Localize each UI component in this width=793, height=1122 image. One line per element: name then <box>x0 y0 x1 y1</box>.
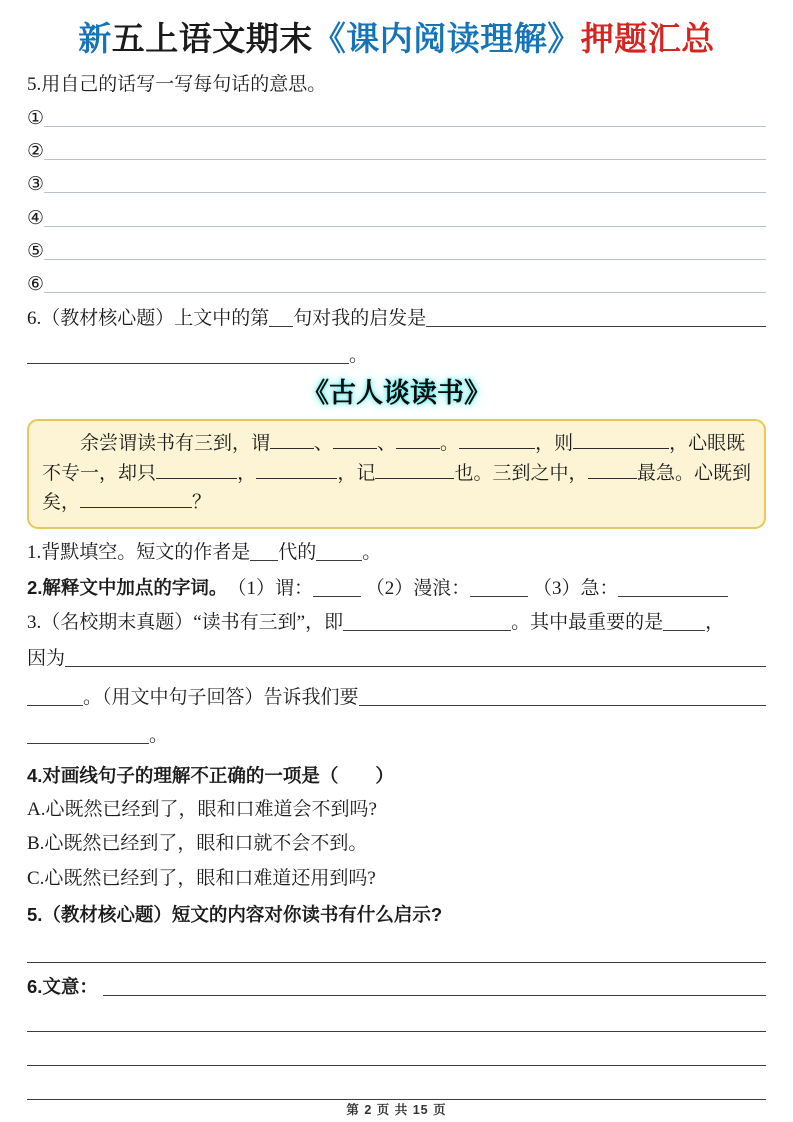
line-text: 。 <box>149 725 169 747</box>
answer-blank <box>44 273 766 293</box>
answer-blank <box>573 429 669 449</box>
answer-blank <box>44 140 766 160</box>
line-text: 。 <box>362 542 382 564</box>
answer-blank <box>313 577 361 597</box>
answer-blank <box>44 207 766 227</box>
passage-line-2 <box>42 459 751 488</box>
title-part-summary: 押题汇总 <box>580 20 715 57</box>
answer-blank <box>618 577 728 597</box>
q6-answer-line-1 <box>27 1012 766 1032</box>
line-text: 5.用自己的话写一写每句话的意思。 <box>27 74 327 96</box>
answer-row-1 <box>27 107 766 131</box>
line-text: 不专一，却只 <box>42 462 157 484</box>
line-text: ，记 <box>337 462 376 484</box>
answer-blank <box>27 344 349 364</box>
q3-prompt <box>27 611 766 635</box>
answer-blank <box>663 611 705 631</box>
passage-box <box>27 419 766 529</box>
answer-blank <box>270 429 314 449</box>
q5-prompt <box>27 73 766 97</box>
line-text: ， <box>705 612 725 634</box>
q3-answer-line-1 <box>27 647 766 671</box>
answer-blank <box>27 1046 766 1066</box>
answer-blank <box>27 1012 766 1032</box>
line-text: A.心既然已经到了，眼和口难道会不到吗? <box>27 799 377 821</box>
answer-blank <box>316 541 362 561</box>
q1-prompt <box>27 541 766 565</box>
answer-blank <box>426 307 766 327</box>
line-text: 6.（教材核心题）上文中的第 <box>27 308 270 330</box>
line-text: 6.文意： <box>27 975 104 997</box>
line-text: ，心眼既 <box>669 433 746 455</box>
q6-answer-line-2 <box>27 1046 766 1066</box>
title-part-new: 新 <box>78 20 112 57</box>
line-text: 。其中最重要的是 <box>511 612 664 634</box>
answer-blank <box>588 459 637 479</box>
line-text: （3）急： <box>528 577 619 599</box>
title-part-term: 五上语文期末 <box>111 20 313 57</box>
passage-section-title: 《古人谈读书》 <box>302 378 491 409</box>
title-part-book: 《课内阅读理解》 <box>312 20 581 57</box>
q6-prompt <box>27 307 766 331</box>
line-text: ① <box>27 107 45 129</box>
line-text: 代的 <box>278 542 317 564</box>
passage-line-1 <box>42 429 751 458</box>
q2-prompt <box>27 576 766 601</box>
answer-blank <box>27 943 766 963</box>
line-text: ，则 <box>535 433 574 455</box>
questions-top-section <box>27 59 766 368</box>
line-text: ⑥ <box>27 274 45 296</box>
answer-blank <box>103 976 766 996</box>
q6-answer-line <box>27 344 766 368</box>
answer-blank <box>44 240 766 260</box>
answer-row-4 <box>27 207 766 231</box>
q4-prompt <box>27 764 766 788</box>
answer-blank <box>396 429 440 449</box>
line-text: 矣， <box>42 492 81 514</box>
answer-blank <box>27 1080 766 1100</box>
line-text: ④ <box>27 207 45 229</box>
answer-blank <box>80 488 192 508</box>
answer-blank <box>459 429 535 449</box>
q3-answer-line-2 <box>27 686 766 710</box>
page-title <box>27 18 766 59</box>
line-text: 句对我的启发是 <box>293 308 427 330</box>
line-text: ？ <box>192 492 212 514</box>
answer-row-5 <box>27 240 766 264</box>
q5-answer-line <box>27 943 766 963</box>
line-text: （2）漫浪： <box>360 577 471 599</box>
q4-option-b <box>27 832 766 856</box>
line-text: 、 <box>377 433 397 455</box>
line-text: 。（用文中句子回答）告诉我们要 <box>83 686 359 708</box>
line-text: 余尝谓读书有三到，谓 <box>80 433 271 455</box>
q3-answer-line-3 <box>27 724 766 748</box>
line-text: ③ <box>27 174 45 196</box>
answer-blank <box>250 541 278 561</box>
answer-blank <box>269 307 293 327</box>
line-text: 2.解释文中加点的字词。 <box>27 576 228 598</box>
q4-option-a <box>27 798 766 822</box>
line-text: 4.对画线句子的理解不正确的一项是（ ） <box>27 765 394 787</box>
line-text: 3.（名校期末真题）“读书有三到”，即 <box>27 612 344 634</box>
q6-answer-line-3 <box>27 1080 766 1100</box>
answer-row-3 <box>27 173 766 197</box>
answer-blank <box>27 686 83 706</box>
q5-core-prompt <box>27 903 766 927</box>
passage-line-3 <box>42 488 751 517</box>
line-text: C.心既然已经到了，眼和口难道还用到吗? <box>27 867 376 889</box>
answer-row-6 <box>27 273 766 297</box>
answer-blank <box>156 459 237 479</box>
line-text: （1）谓： <box>227 577 313 599</box>
answer-blank <box>343 611 511 631</box>
answer-blank <box>44 173 766 193</box>
questions-bottom-section <box>27 529 766 1100</box>
line-text: 5.（教材核心题）短文的内容对你读书有什么启示? <box>27 903 443 925</box>
answer-blank <box>27 724 149 744</box>
answer-blank <box>333 429 377 449</box>
line-text: 1.背默填空。短文的作者是 <box>27 542 251 564</box>
q6-meaning-prompt <box>27 975 766 999</box>
answer-blank <box>44 107 766 127</box>
answer-blank <box>359 686 766 706</box>
line-text: ② <box>27 140 45 162</box>
answer-row-2 <box>27 140 766 164</box>
line-text: B.心既然已经到了，眼和口就不会不到。 <box>27 833 368 855</box>
line-text: 。 <box>349 344 369 366</box>
answer-blank <box>375 459 454 479</box>
line-text: ， <box>237 462 257 484</box>
line-text: 。 <box>440 433 460 455</box>
q4-option-c <box>27 867 766 891</box>
line-text: ⑤ <box>27 240 45 262</box>
answer-blank <box>256 459 337 479</box>
line-text: 因为 <box>27 648 66 670</box>
line-text: 也。三到之中， <box>454 462 588 484</box>
footer-page-number: 第 2 页 共 15 页 <box>346 1103 447 1118</box>
answer-blank <box>470 577 528 597</box>
line-text: 最急。心既到 <box>636 462 751 484</box>
line-text: 、 <box>314 433 334 455</box>
answer-blank <box>65 647 766 667</box>
